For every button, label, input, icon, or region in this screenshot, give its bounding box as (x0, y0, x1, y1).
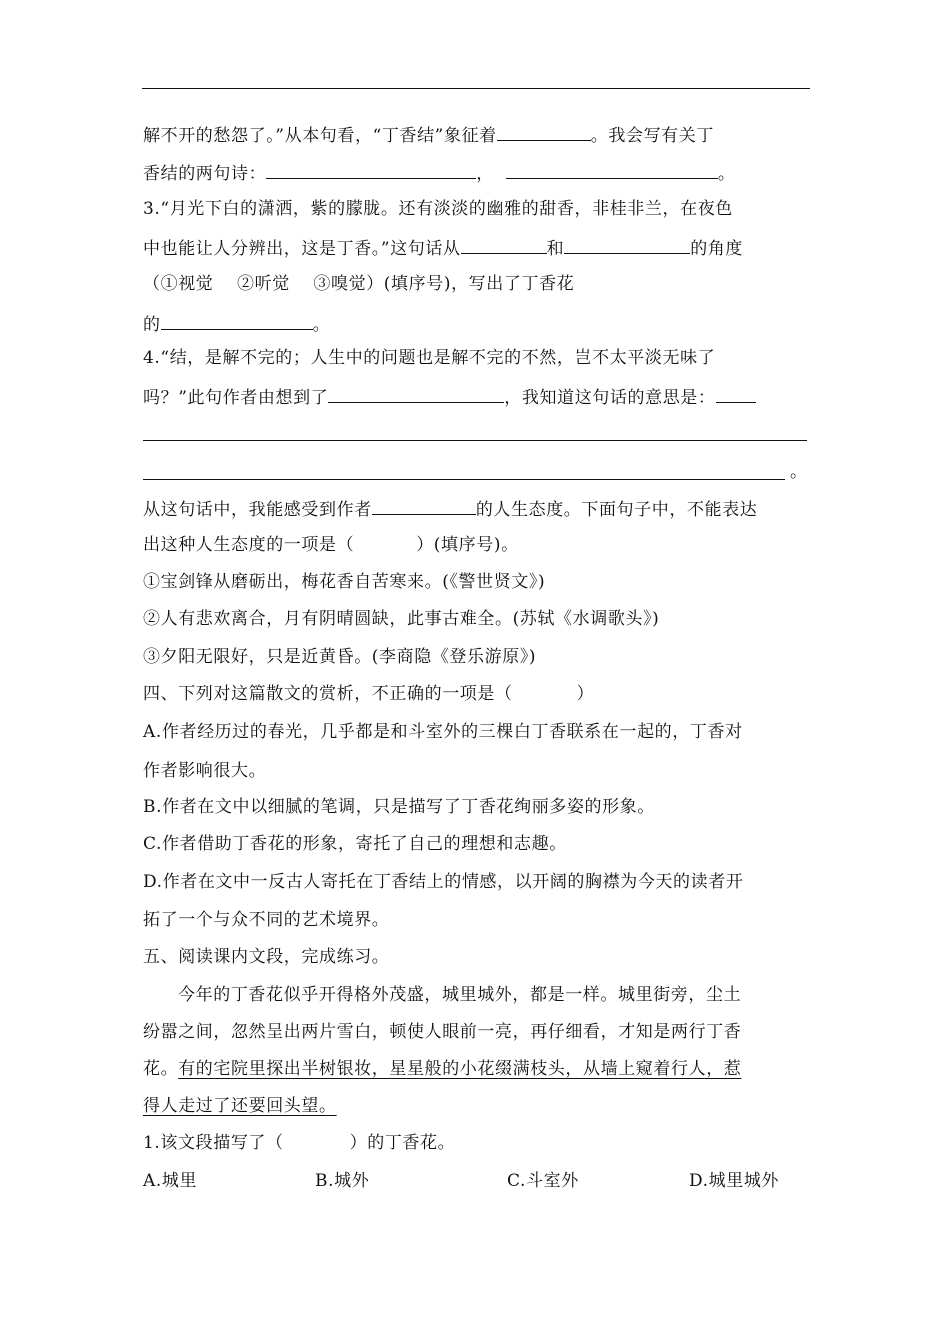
q3-text: 和 (546, 239, 565, 259)
passage-line-3 (143, 1057, 741, 1081)
passage-text: 花。 (143, 1059, 179, 1079)
option-a-line-2: 作者影响很大。 (143, 761, 267, 781)
underlined-sentence: 有的宅院里探出半树银妆，星星般的小花缀满枝头，从墙上窥着行人，惹 (178, 1059, 742, 1079)
q4-text: 的人生态度。下面句子中，不能表达 (475, 500, 758, 520)
choice-b[interactable]: B.城外 (315, 1171, 370, 1191)
passage-line-4 (143, 1094, 337, 1118)
q2-text: ， (476, 164, 494, 184)
answer-blank[interactable] (372, 496, 476, 515)
q4-text: 出这种人生态度的一项是（ (143, 535, 355, 555)
section-heading: 四、下列对这篇散文的赏析，不正确的一项是（ (143, 684, 513, 704)
passage-line-2: 纷嚣之间，忽然呈出两片雪白，顿使人眼前一亮，再仔细看，才知是两行丁香 (143, 1022, 742, 1042)
answer-blank[interactable] (564, 235, 690, 254)
q4-text: 从这句话中，我能感受到作者 (143, 500, 372, 520)
answer-blank[interactable] (716, 384, 756, 403)
question-text: 1.该文段描写了（ (143, 1133, 284, 1153)
option-b: B.作者在文中以细腻的笔调，只是描写了丁香花绚丽多姿的形象。 (143, 797, 655, 817)
q4-line-6 (143, 533, 519, 557)
answer-blank[interactable] (497, 122, 591, 141)
q3-line-4 (143, 311, 330, 337)
q3-line-1: 3.“月光下白的潇洒，紫的朦胧。还有淡淡的幽雅的甜香，非桂非兰，在夜色 (143, 199, 733, 219)
option-d-line-1: D.作者在文中一反古人寄托在丁香结上的情感，以开阔的胸襟为今天的读者开 (143, 872, 744, 892)
q3-line-3: （①视觉 ②听觉 ③嗅觉）(填序号)，写出了丁香花 (143, 274, 575, 294)
q2-text: 香结的两句诗： (143, 164, 267, 184)
q2-line-2 (143, 160, 735, 186)
section5-title: 五、阅读课内文段，完成练习。 (143, 947, 390, 967)
option-d-line-2: 拓了一个与众不同的艺术境界。 (143, 910, 390, 930)
q2-text: 。 (717, 164, 736, 184)
s5-question-1 (143, 1131, 455, 1155)
q4-option-3: ③夕阳无限好，只是近黄昏。(李商隐《登乐游原》) (143, 647, 537, 667)
question-text: ）的丁香花。 (349, 1133, 456, 1153)
q4-text: ，我知道这句话的意思是： (504, 388, 716, 408)
section4-title (143, 682, 594, 706)
q4-end-mark: 。 (790, 462, 808, 482)
choice-a[interactable]: A.城里 (143, 1171, 198, 1191)
choice-c[interactable]: C.斗室外 (507, 1171, 579, 1191)
option-c: C.作者借助丁香花的形象，寄托了自己的理想和志趣。 (143, 834, 567, 854)
section-heading: ） (576, 684, 595, 704)
poem-blank-2[interactable] (506, 160, 718, 179)
q3-text: 的角度 (690, 239, 744, 259)
q4-line-5 (143, 496, 757, 522)
answer-blank[interactable] (461, 235, 547, 254)
q4-line-1: 4.“结，是解不完的；人生中的问题也是解不完的不然，岂不太平淡无味了 (143, 348, 716, 368)
answer-line[interactable] (143, 440, 807, 441)
answer-blank[interactable] (161, 311, 313, 330)
header-rule (142, 88, 810, 89)
q2-text: 解不开的愁怨了。”从本句看，“丁香结”象征着 (143, 126, 497, 146)
q3-line-2 (143, 235, 743, 261)
underlined-sentence: 得人走过了还要回头望。 (143, 1096, 337, 1116)
q3-text: 的 (143, 315, 161, 335)
q2-line-1 (143, 122, 714, 148)
choice-d[interactable]: D.城里城外 (689, 1171, 780, 1191)
q2-text: 。我会写有关丁 (590, 126, 714, 146)
option-a-line-1: A.作者经历过的春光，几乎都是和斗室外的三棵白丁香联系在一起的，丁香对 (143, 722, 743, 742)
answer-line[interactable] (143, 479, 785, 480)
q4-option-2: ②人有悲欢离合，月有阴晴圆缺，此事古难全。(苏轼《水调歌头》) (143, 609, 660, 629)
q4-line-2 (143, 384, 756, 410)
q4-text: ）(填序号)。 (416, 535, 519, 555)
q3-text: 。 (312, 315, 331, 335)
answer-blank[interactable] (328, 384, 504, 403)
q4-option-1: ①宝剑锋从磨砺出，梅花香自苦寒来。(《警世贤文》) (143, 572, 546, 592)
poem-blank-1[interactable] (266, 160, 476, 179)
q4-text: 吗？”此句作者由想到了 (143, 388, 329, 408)
q3-text: 中也能让人分辨出，这是丁香。”这句话从 (143, 239, 461, 259)
passage-line-1: 今年的丁香花似乎开得格外茂盛，城里城外，都是一样。城里街旁，尘土 (178, 985, 742, 1005)
